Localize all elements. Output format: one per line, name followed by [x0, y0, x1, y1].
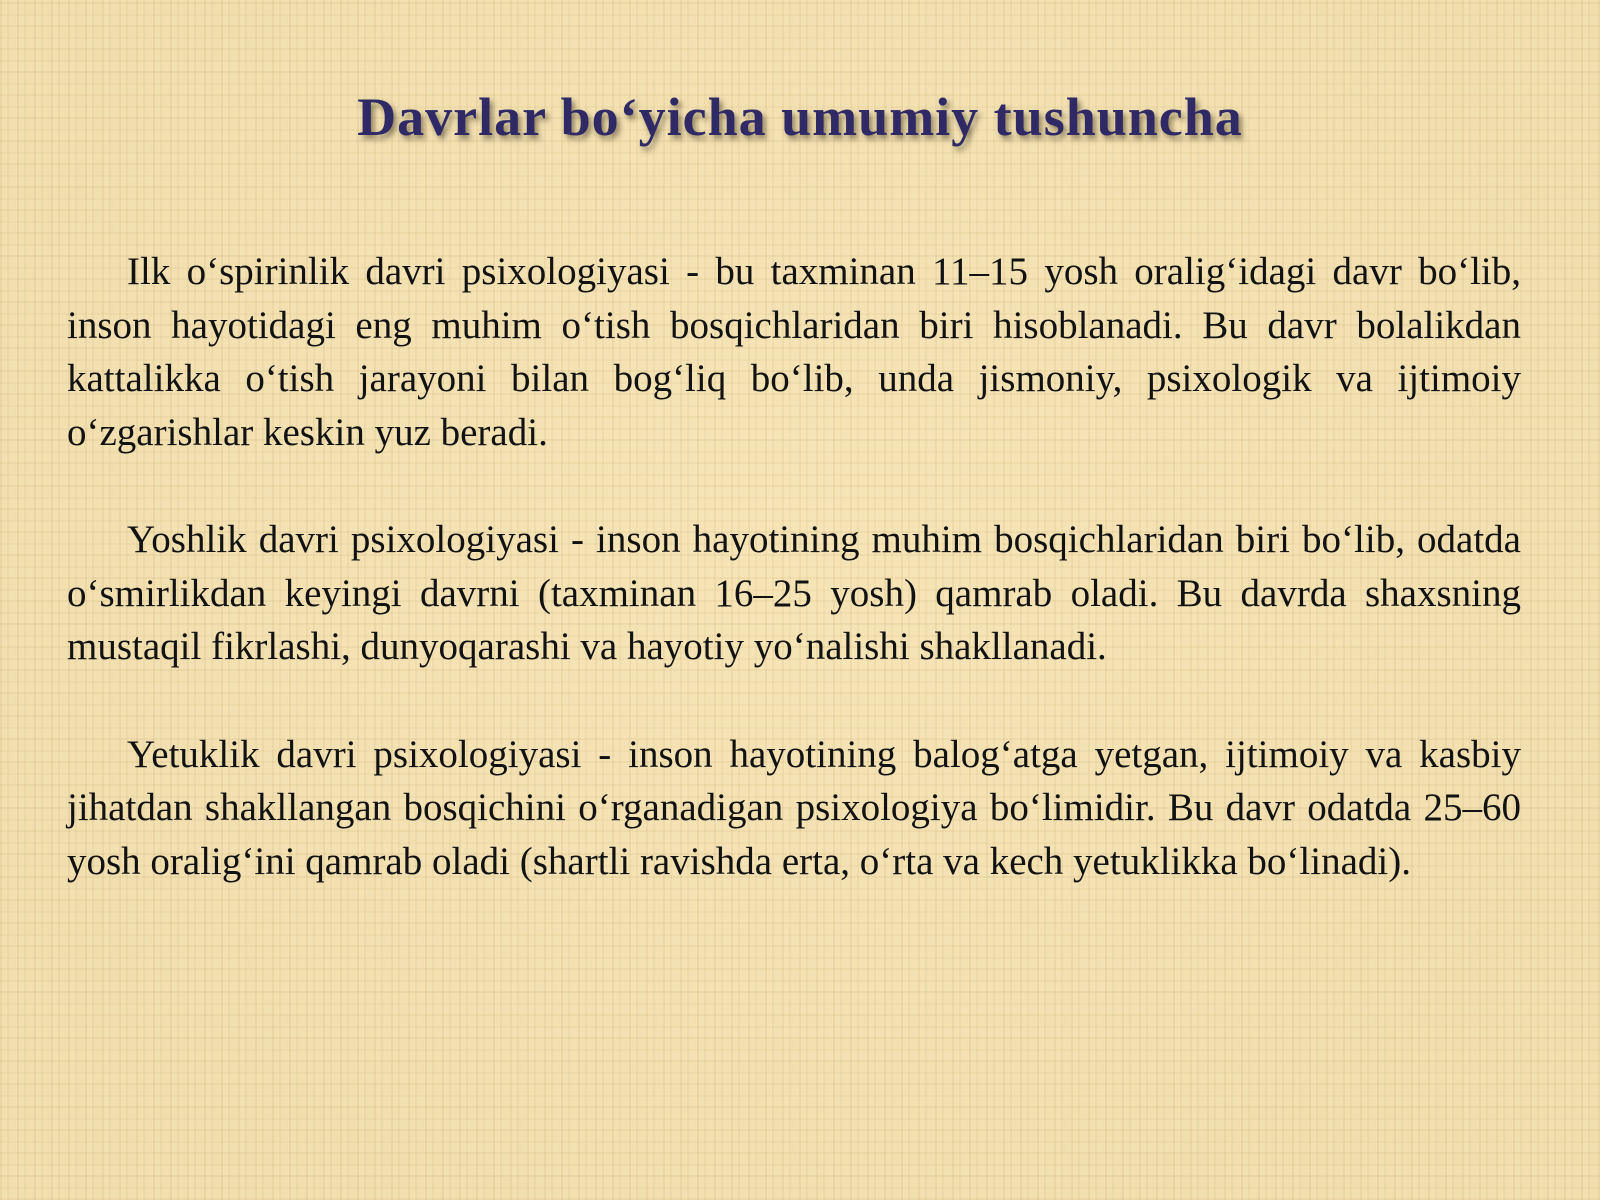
slide-title: Davrlar bo‘yicha umumiy tushuncha [357, 87, 1243, 147]
paragraph-youth: Yoshlik davri psixologiyasi - inson hayotining muhim bosqichlaridan biri bo‘lib, odatda o‘smirlikdan keyingi davrni (taxminan 16–25 yosh) qamrab oladi. Bu davrda shaxsning mustaqil fikrlashi, dunyoqarashi va hayotiy yo‘nalishi shakllanadi. [67, 518, 1521, 668]
paragraph-adulthood: Yetuklik davri psixologiyasi - inson hayotining balog‘atga yetgan, ijtimoiy va kasbiy jihatdan shakllangan bosqichini o‘rganadigan psixologiya bo‘limidir. Bu davr odatda 25–60 yosh oralig‘ini qamrab oladi (shartli ravishda erta, o‘rta va kech yetuklikka bo‘linadi). [67, 732, 1521, 883]
paragraph-early-adolescence: Ilk o‘spirinlik davri psixologiyasi - bu taxminan 11–15 yosh oralig‘idagi davr bo‘lib, inson hayotidagi eng muhim o‘tish bosqichlaridan biri hisoblanadi. Bu davr bolalikdan kattalikka o‘tish jarayoni bilan bog‘liq bo‘lib, unda jismoniy, psixologik va ijtimoiy o‘zgarishlar keskin yuz beradi. [67, 250, 1521, 454]
slide-body [67, 245, 1521, 942]
